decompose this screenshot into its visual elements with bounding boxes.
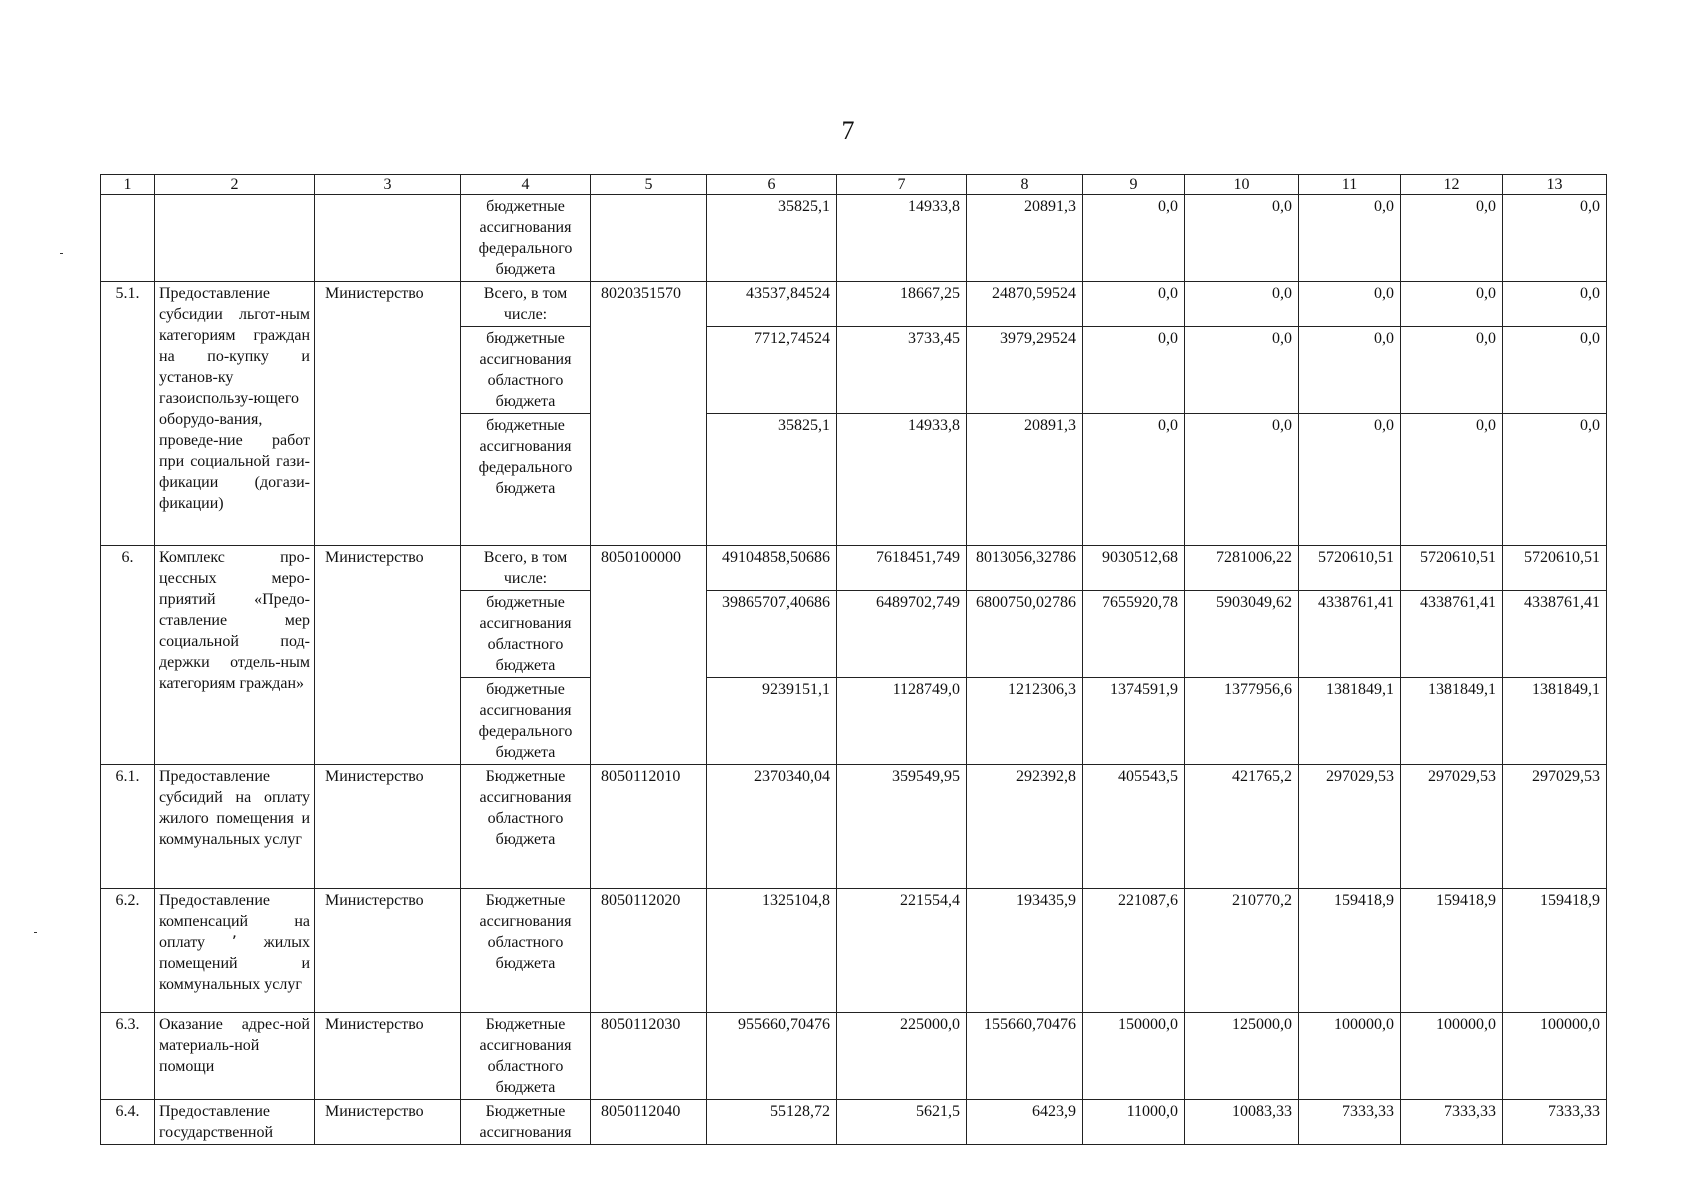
value-cell: 6489702,749 [837,591,967,678]
value-cell: 0,0 [1185,195,1299,282]
row-name-cell [155,195,315,282]
value-cell: 297029,53 [1299,765,1401,889]
row-number-cell: 6.4. [101,1100,155,1145]
value-cell: 0,0 [1083,414,1185,546]
value-cell: 1212306,3 [967,678,1083,765]
code-cell [591,195,707,282]
value-cell: 0,0 [1401,414,1503,546]
column-header-4: 4 [461,175,591,195]
row-number-cell: 6.1. [101,765,155,889]
executor-cell: Министерство [315,1100,461,1145]
value-cell: 8013056,32786 [967,546,1083,591]
value-cell: 125000,0 [1185,1013,1299,1100]
value-cell: 7618451,749 [837,546,967,591]
value-cell: 5720610,51 [1503,546,1607,591]
value-cell: 0,0 [1083,282,1185,327]
value-cell: 0,0 [1401,195,1503,282]
column-header-3: 3 [315,175,461,195]
value-cell: 43537,84524 [707,282,837,327]
page-number: 7 [841,116,855,145]
code-cell: 8050100000 [591,546,707,765]
value-cell: 100000,0 [1401,1013,1503,1100]
funding-source-cell: Бюджетные ассигнования областного бюджета [461,1013,591,1100]
funding-source-cell: бюджетные ассигнования федерального бюджета [461,678,591,765]
column-header-7: 7 [837,175,967,195]
value-cell: 421765,2 [1185,765,1299,889]
value-cell: 4338761,41 [1401,591,1503,678]
executor-cell: Министерство [315,1013,461,1100]
value-cell: 24870,59524 [967,282,1083,327]
code-cell: 8050112040 [591,1100,707,1145]
code-cell: 8050112020 [591,889,707,1013]
value-cell: 159418,9 [1503,889,1607,1013]
value-cell: 100000,0 [1299,1013,1401,1100]
value-cell: 0,0 [1185,327,1299,414]
value-cell: 5720610,51 [1299,546,1401,591]
executor-cell: Министерство [315,765,461,889]
value-cell: 5621,5 [837,1100,967,1145]
value-cell: 0,0 [1503,195,1607,282]
value-cell: 7712,74524 [707,327,837,414]
executor-cell: Министерство [315,889,461,1013]
value-cell: 14933,8 [837,414,967,546]
value-cell: 49104858,50686 [707,546,837,591]
column-header-8: 8 [967,175,1083,195]
row-number-cell: 5.1. [101,282,155,546]
table-row [101,765,1607,889]
column-header-9: 9 [1083,175,1185,195]
code-cell: 8020351570 [591,282,707,546]
value-cell: 7333,33 [1503,1100,1607,1145]
value-cell: 100000,0 [1503,1013,1607,1100]
value-cell: 150000,0 [1083,1013,1185,1100]
funding-source-cell: бюджетные ассигнования областного бюджета [461,327,591,414]
value-cell: 155660,70476 [967,1013,1083,1100]
value-cell: 9239151,1 [707,678,837,765]
funding-source-cell: Бюджетные ассигнования областного бюджета [461,889,591,1013]
value-cell: 55128,72 [707,1100,837,1145]
column-header-10: 10 [1185,175,1299,195]
value-cell: 4338761,41 [1299,591,1401,678]
value-cell: 0,0 [1299,195,1401,282]
value-cell: 405543,5 [1083,765,1185,889]
table-row [101,889,1607,1013]
value-cell: 35825,1 [707,414,837,546]
value-cell: 6423,9 [967,1100,1083,1145]
value-cell: 193435,9 [967,889,1083,1013]
value-cell: 955660,70476 [707,1013,837,1100]
value-cell: 39865707,40686 [707,591,837,678]
column-header-5: 5 [591,175,707,195]
row-name-cell: Предоставление субсидии льгот-ным категориям граждан на по-купку и установ-ку газоиспользу-ющего оборудо-вания, проведе-ние работ при социальной гази-фикации (догази-фикации) [155,282,315,546]
margin-mark [60,253,63,254]
column-header-11: 11 [1299,175,1401,195]
row-name-cell: Предоставление субсидий на оплату жилого помещения и коммунальных услуг [155,765,315,889]
funding-source-cell: Бюджетные ассигнования областного бюджета [461,765,591,889]
value-cell: 1381849,1 [1401,678,1503,765]
value-cell: 210770,2 [1185,889,1299,1013]
funding-source-cell: Всего, в том числе: [461,282,591,327]
table-row [101,195,1607,282]
row-name-cell: Оказание адрес-ной материаль-ной помощи [155,1013,315,1100]
table-body [101,195,1607,1145]
budget-table [100,174,1607,1145]
value-cell: 7281006,22 [1185,546,1299,591]
margin-mark [34,932,37,933]
value-cell: 7333,33 [1299,1100,1401,1145]
value-cell: 297029,53 [1401,765,1503,889]
value-cell: 0,0 [1299,414,1401,546]
value-cell: 20891,3 [967,195,1083,282]
row-name-cell: Предоставление государственной [155,1100,315,1145]
value-cell: 159418,9 [1401,889,1503,1013]
table-row [101,282,1607,327]
value-cell: 0,0 [1503,414,1607,546]
funding-source-cell: бюджетные ассигнования областного бюджета [461,591,591,678]
funding-source-cell: бюджетные ассигнования федерального бюджета [461,414,591,546]
value-cell: 0,0 [1401,327,1503,414]
value-cell: 10083,33 [1185,1100,1299,1145]
value-cell: 2370340,04 [707,765,837,889]
value-cell: 35825,1 [707,195,837,282]
column-header-1: 1 [101,175,155,195]
value-cell: 14933,8 [837,195,967,282]
value-cell: 4338761,41 [1503,591,1607,678]
value-cell: 0,0 [1299,282,1401,327]
executor-cell [315,195,461,282]
value-cell: 1128749,0 [837,678,967,765]
value-cell: 0,0 [1503,327,1607,414]
value-cell: 3979,29524 [967,327,1083,414]
funding-source-cell: Бюджетные ассигнования [461,1100,591,1145]
column-header-2: 2 [155,175,315,195]
value-cell: 0,0 [1083,195,1185,282]
column-header-12: 12 [1401,175,1503,195]
value-cell: 292392,8 [967,765,1083,889]
row-name-cell: Предоставление компенсаций на оплату ٬ жилых помещений и коммунальных услуг [155,889,315,1013]
value-cell: 0,0 [1503,282,1607,327]
column-header-13: 13 [1503,175,1607,195]
value-cell: 1374591,9 [1083,678,1185,765]
value-cell: 221554,4 [837,889,967,1013]
value-cell: 1381849,1 [1503,678,1607,765]
value-cell: 1325104,8 [707,889,837,1013]
value-cell: 0,0 [1299,327,1401,414]
value-cell: 3733,45 [837,327,967,414]
value-cell: 0,0 [1185,282,1299,327]
value-cell: 159418,9 [1299,889,1401,1013]
value-cell: 20891,3 [967,414,1083,546]
value-cell: 0,0 [1083,327,1185,414]
funding-source-cell: бюджетные ассигнования федерального бюджета [461,195,591,282]
value-cell: 6800750,02786 [967,591,1083,678]
executor-cell: Министерство [315,546,461,765]
table-row [101,546,1607,591]
value-cell: 1377956,6 [1185,678,1299,765]
value-cell: 225000,0 [837,1013,967,1100]
column-header-6: 6 [707,175,837,195]
table-header [101,175,1607,195]
row-number-cell: 6. [101,546,155,765]
value-cell: 1381849,1 [1299,678,1401,765]
row-number-cell: 6.3. [101,1013,155,1100]
value-cell: 359549,95 [837,765,967,889]
executor-cell: Министерство [315,282,461,546]
value-cell: 11000,0 [1083,1100,1185,1145]
code-cell: 8050112030 [591,1013,707,1100]
value-cell: 18667,25 [837,282,967,327]
table-row [101,1100,1607,1145]
value-cell: 0,0 [1401,282,1503,327]
table-row [101,1013,1607,1100]
funding-source-cell: Всего, в том числе: [461,546,591,591]
value-cell: 9030512,68 [1083,546,1185,591]
value-cell: 5903049,62 [1185,591,1299,678]
value-cell: 297029,53 [1503,765,1607,889]
value-cell: 5720610,51 [1401,546,1503,591]
value-cell: 0,0 [1185,414,1299,546]
row-name-cell: Комплекс про-цессных меро-приятий «Предо-ставление мер социальной под-держки отдель-ным категориям граждан» [155,546,315,765]
code-cell: 8050112010 [591,765,707,889]
value-cell: 221087,6 [1083,889,1185,1013]
value-cell: 7655920,78 [1083,591,1185,678]
row-number-cell: 6.2. [101,889,155,1013]
row-number-cell [101,195,155,282]
value-cell: 7333,33 [1401,1100,1503,1145]
